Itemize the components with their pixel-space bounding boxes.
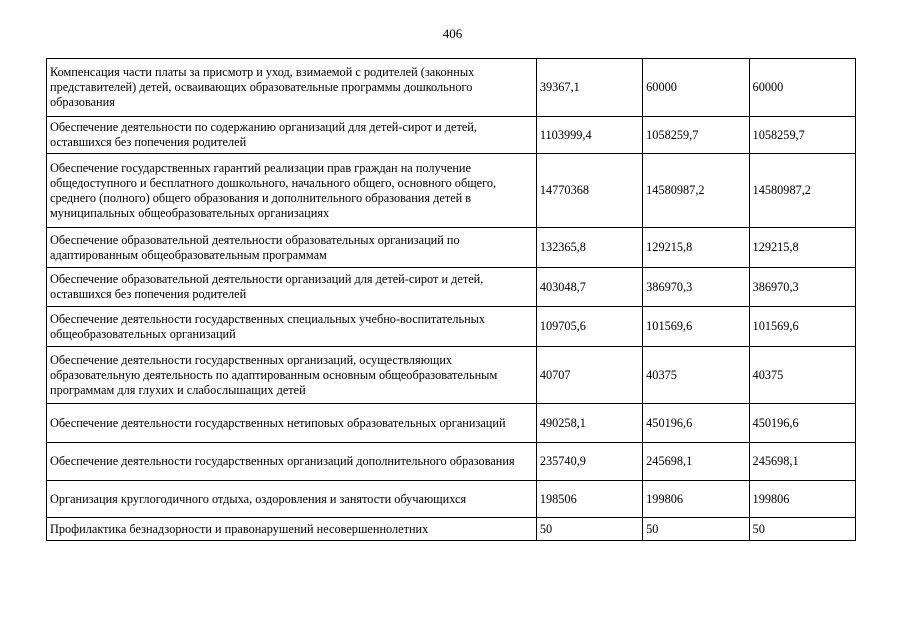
row-value-3: 386970,3 xyxy=(749,268,855,307)
row-name: Обеспечение образовательной деятельности образовательных организаций по адаптированным общеобразовательным программам xyxy=(47,228,537,268)
row-value-2: 245698,1 xyxy=(643,443,749,481)
row-name: Обеспечение образовательной деятельности организаций для детей-сирот и детей, оставшихся без попечения родителей xyxy=(47,268,537,307)
row-value-1: 39367,1 xyxy=(536,59,642,117)
row-value-2: 50 xyxy=(643,518,749,541)
row-value-3: 450196,6 xyxy=(749,404,855,443)
row-name: Обеспечение деятельности по содержанию организаций для детей-сирот и детей, оставшихся без попечения родителей xyxy=(47,117,537,154)
row-value-1: 109705,6 xyxy=(536,307,642,347)
row-value-3: 199806 xyxy=(749,481,855,518)
row-value-3: 60000 xyxy=(749,59,855,117)
row-name: Организация круглогодичного отдыха, оздоровления и занятости обучающихся xyxy=(47,481,537,518)
row-name: Обеспечение деятельности государственных организаций дополнительного образования xyxy=(47,443,537,481)
row-value-3: 14580987,2 xyxy=(749,154,855,228)
row-value-3: 101569,6 xyxy=(749,307,855,347)
table-row xyxy=(47,404,856,443)
row-value-3: 1058259,7 xyxy=(749,117,855,154)
row-value-2: 40375 xyxy=(643,347,749,404)
row-name: Обеспечение деятельности государственных специальных учебно-воспитательных общеобразовательных организаций xyxy=(47,307,537,347)
row-value-2: 14580987,2 xyxy=(643,154,749,228)
row-value-2: 1058259,7 xyxy=(643,117,749,154)
table-row xyxy=(47,443,856,481)
table-row xyxy=(47,481,856,518)
row-value-1: 198506 xyxy=(536,481,642,518)
row-value-3: 50 xyxy=(749,518,855,541)
row-name: Обеспечение государственных гарантий реализации прав граждан на получение общедоступного и бесплатного дошкольного, начального общего, основного общего, среднего (полного) общего образования и дополнительного образования детей в муниципальных общеобразовательных организациях xyxy=(47,154,537,228)
page-number: 406 xyxy=(442,26,463,41)
row-value-3: 129215,8 xyxy=(749,228,855,268)
row-name: Обеспечение деятельности государственных организаций, осуществляющих образовательную деятельность по адаптированным основным общеобразовательным программам для глухих и слабослышащих детей xyxy=(47,347,537,404)
row-value-2: 199806 xyxy=(643,481,749,518)
row-value-1: 14770368 xyxy=(536,154,642,228)
table-row xyxy=(47,268,856,307)
row-value-1: 1103999,4 xyxy=(536,117,642,154)
row-value-2: 450196,6 xyxy=(643,404,749,443)
row-value-1: 40707 xyxy=(536,347,642,404)
row-value-2: 60000 xyxy=(643,59,749,117)
row-value-3: 40375 xyxy=(749,347,855,404)
row-value-1: 235740,9 xyxy=(536,443,642,481)
row-value-2: 129215,8 xyxy=(643,228,749,268)
table-row xyxy=(47,347,856,404)
table-row xyxy=(47,307,856,347)
row-value-1: 50 xyxy=(536,518,642,541)
row-value-3: 245698,1 xyxy=(749,443,855,481)
table-row xyxy=(47,59,856,117)
row-name: Компенсация части платы за присмотр и уход, взимаемой с родителей (законных представителей) детей, осваивающих образовательные программы дошкольного образования xyxy=(47,59,537,117)
row-name: Обеспечение деятельности государственных нетиповых образовательных организаций xyxy=(47,404,537,443)
table-row xyxy=(47,228,856,268)
table-row xyxy=(47,117,856,154)
table-row xyxy=(47,154,856,228)
table-row xyxy=(47,518,856,541)
row-value-1: 132365,8 xyxy=(536,228,642,268)
row-value-1: 403048,7 xyxy=(536,268,642,307)
row-value-2: 386970,3 xyxy=(643,268,749,307)
row-value-1: 490258,1 xyxy=(536,404,642,443)
budget-table xyxy=(46,58,856,541)
row-name: Профилактика безнадзорности и правонарушений несовершеннолетних xyxy=(47,518,537,541)
row-value-2: 101569,6 xyxy=(643,307,749,347)
